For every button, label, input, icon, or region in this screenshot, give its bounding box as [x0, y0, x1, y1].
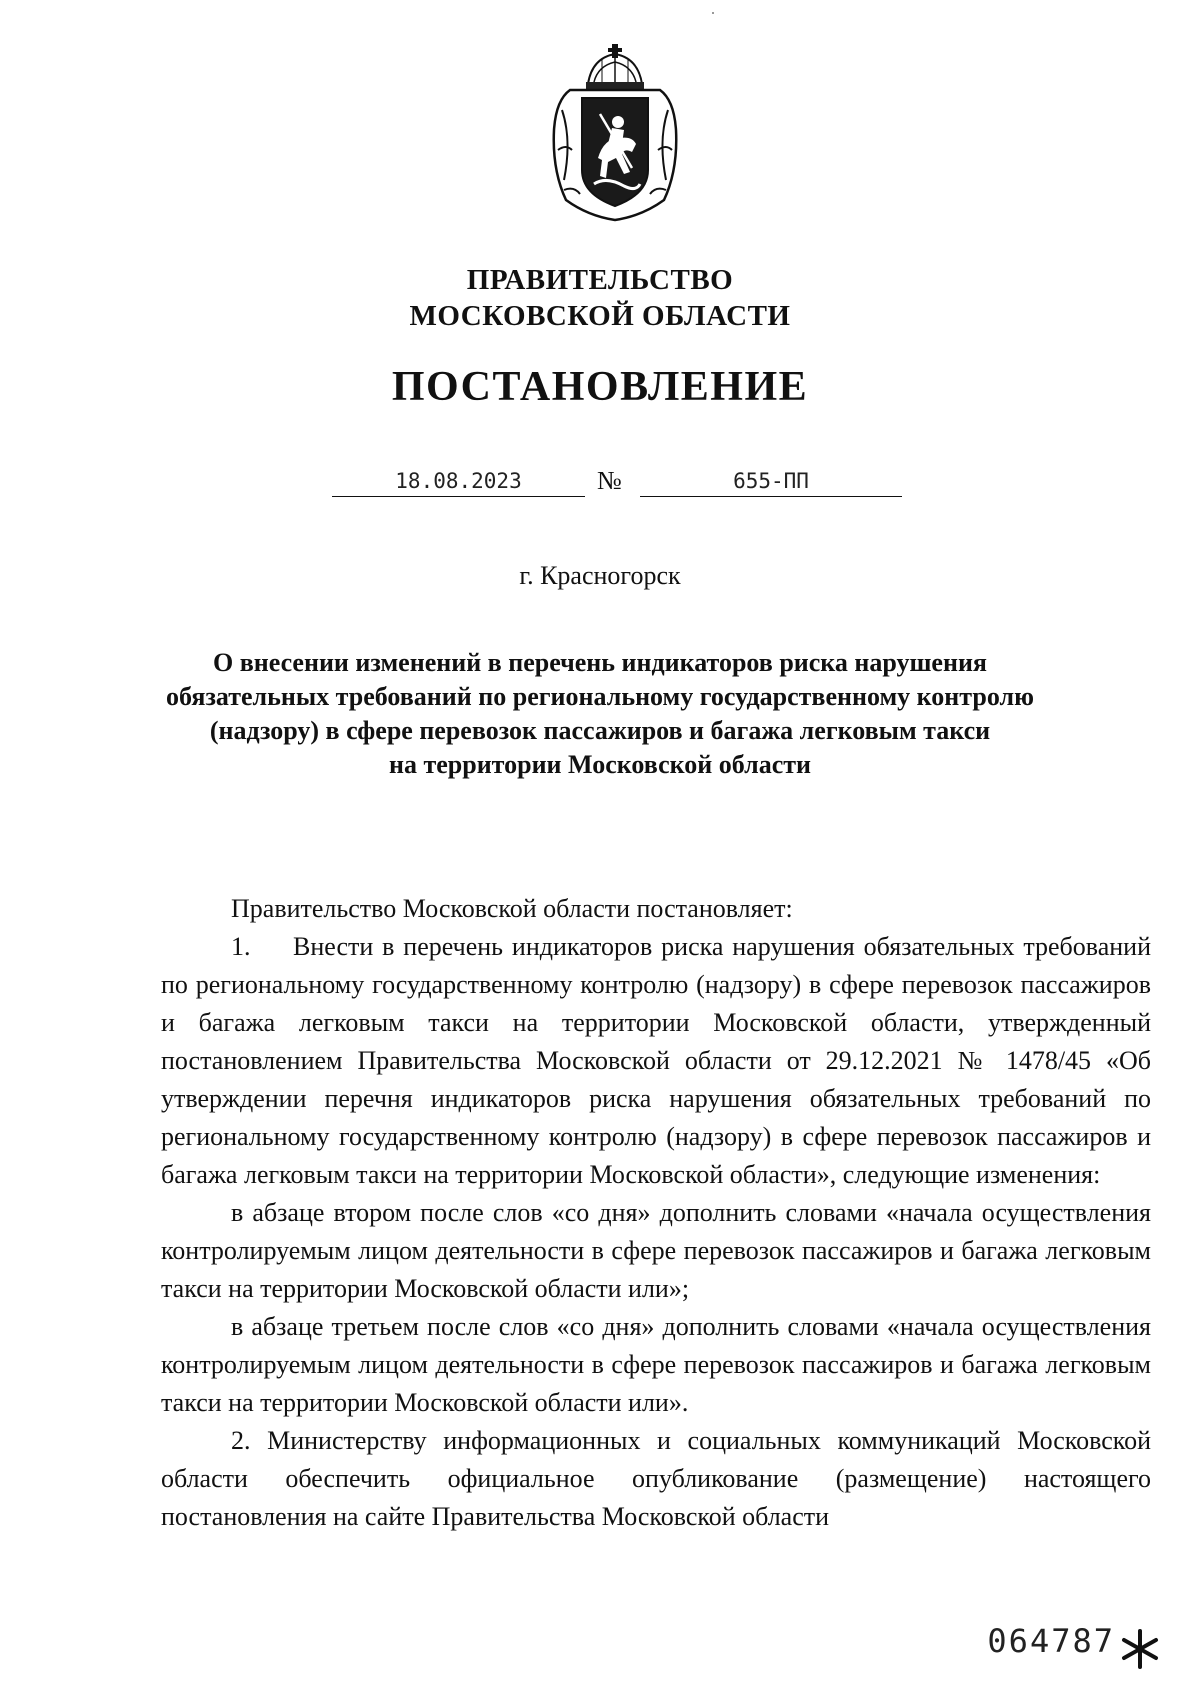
body-change-1: в абзаце втором после слов «со дня» дополнить словами «начала осуществления контролируемым лицом деятельности в сфере перевозок пассажиров и багажа легковым такси на территории Московской области или»;: [161, 1198, 1151, 1303]
registration-number: 655-ПП: [640, 466, 902, 497]
number-sign: №: [597, 466, 622, 495]
body-item-2: 2. Министерству информационных и социальных коммуникаций Московской области обеспечить официальное опубликование (размещение) настоящего постановления на сайте Правительства Московской области: [161, 1426, 1151, 1531]
asterisk-star-icon: [1118, 1627, 1162, 1671]
moscow-oblast-coat-of-arms-icon: [548, 40, 682, 222]
registration-date: 18.08.2023: [332, 466, 585, 497]
government-title-line-1: ПРАВИТЕЛЬСТВО: [466, 264, 734, 296]
government-title-line-2: МОСКОВСКОЙ ОБЛАСТИ: [409, 300, 791, 332]
city-name: г. Красногорск: [519, 561, 681, 590]
subject-line: О внесении изменений в перечень индикаторов риска нарушения: [212, 648, 988, 677]
subject-line: на территории Московской области: [388, 750, 812, 779]
subject-line: (надзору) в сфере перевозок пассажиров и багажа легковым такси: [209, 716, 991, 745]
item-1-text: Внести в перечень индикаторов риска нарушения обязательных требований по региональному государственному контролю (надзору) в сфере перевозок пассажиров и багажа легковым такси на территории Московской области, утвержденный постановлением Правительства Московской области от 29.12.2021 № 1478/45 «Об утверждении перечня индикаторов риска нарушения обязательных требований по региональному государственному контролю (надзору) в сфере перевозок пассажиров и багажа легковым такси на территории Московской области», следующие изменения:: [161, 932, 1151, 1189]
item-1-number: 1.: [231, 932, 251, 961]
scan-speck: [712, 12, 714, 14]
document-type-title: ПОСТАНОВЛЕНИЕ: [391, 364, 809, 410]
body-change-2: в абзаце третьем после слов «со дня» дополнить словами «начала осуществления контролируемым лицом деятельности в сфере перевозок пассажиров и багажа легковым такси на территории Московской области или».: [161, 1312, 1151, 1417]
document-serial-number: 064787: [987, 1622, 1115, 1660]
body-item-1: [161, 928, 1151, 1194]
document-subject: [100, 646, 1100, 782]
document-body: [161, 890, 1151, 1536]
body-intro: Правительство Московской области постановляет:: [231, 894, 793, 923]
subject-line: обязательных требований по региональному государственному контролю: [166, 682, 1034, 711]
